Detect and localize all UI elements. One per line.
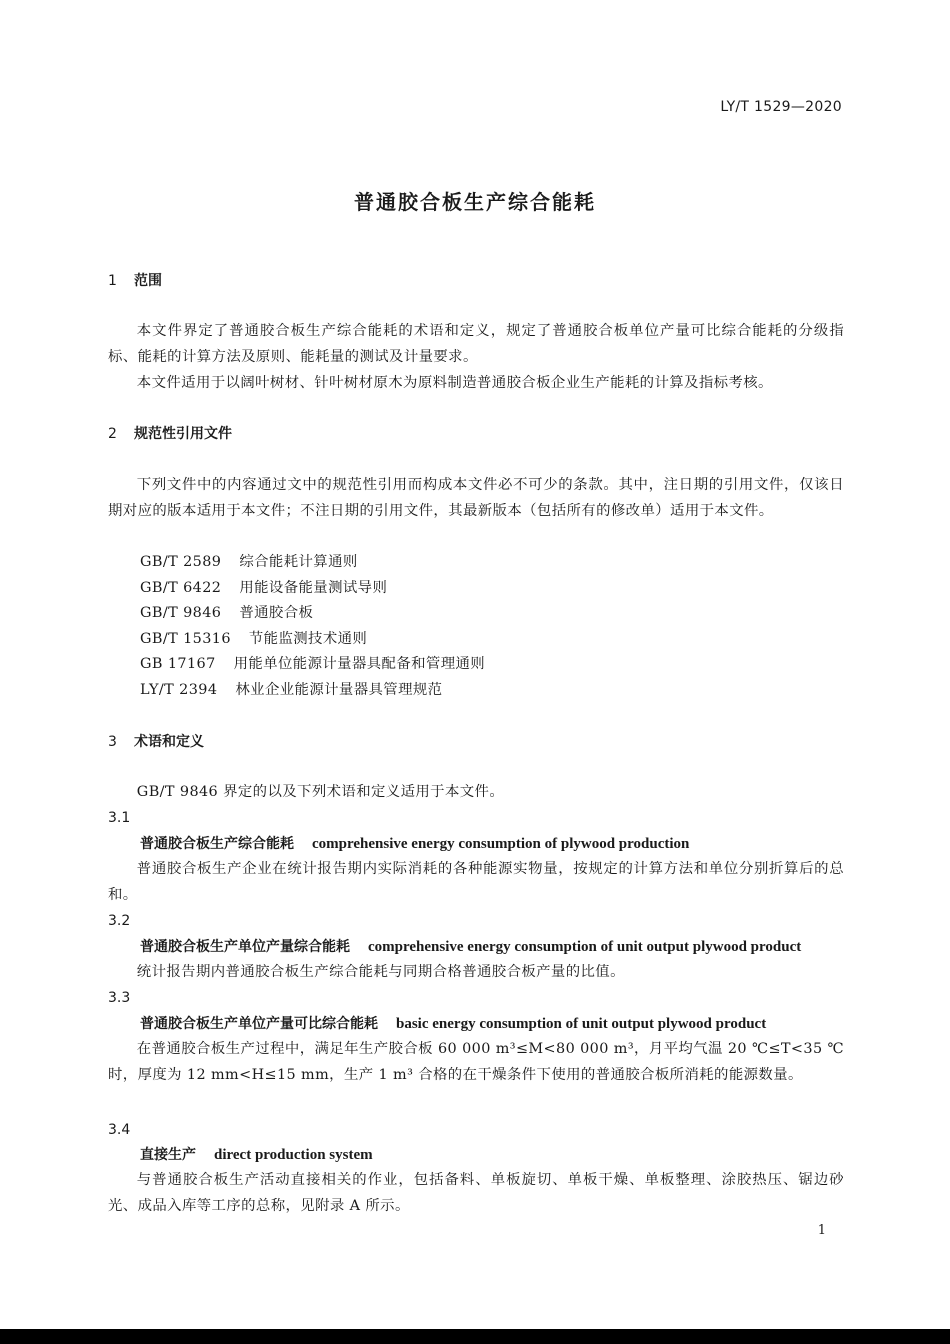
reference-item	[108, 651, 876, 677]
reference-item	[108, 677, 876, 703]
term-heading	[108, 935, 876, 959]
term-heading	[108, 1012, 876, 1036]
reference-name: 综合能耗计算通则	[239, 554, 358, 570]
reference-code: LY/T 2394	[140, 682, 218, 698]
term-definition: 与普通胶合板生产活动直接相关的作业，包括备料、单板旋切、单板干燥、单板整理、涂胶热压、锯边砂光、成品入库等工序的总称，见附录 A 所示。	[108, 1172, 844, 1214]
reference-code: GB/T 6422	[140, 580, 222, 596]
term-definition: 在普通胶合板生产过程中，满足年生产胶合板 60 000 m³≤M<80 000 m³，月平均气温 20 ℃≤T<35 ℃时，厚度为 12 mm<H≤15 mm，生产 1 m³ 合格的在干燥条件下使用的普通胶合板所消耗的能源数量。	[108, 1041, 844, 1083]
section-3-intro: GB/T 9846 界定的以及下列术语和定义适用于本文件。	[136, 784, 505, 800]
term-name-zh: 普通胶合板生产单位产量综合能耗	[140, 939, 350, 955]
reference-code: GB/T 15316	[140, 631, 231, 647]
bottom-border	[0, 1329, 950, 1344]
section-title: 规范性引用文件	[134, 426, 232, 442]
reference-item	[108, 626, 876, 652]
term-name-zh: 普通胶合板生产综合能耗	[140, 836, 294, 852]
term-name-en: basic energy consumption of unit output plywood product	[396, 1016, 767, 1032]
section-2-intro: 下列文件中的内容通过文中的规范性引用而构成本文件必不可少的条款。其中，注日期的引用文件，仅该日期对应的版本适用于本文件；不注日期的引用文件，其最新版本（包括所有的修改单）适用于本文件。	[108, 477, 844, 519]
reference-name: 林业企业能源计量器具管理规范	[235, 682, 443, 698]
reference-item	[108, 600, 876, 626]
reference-code: GB/T 9846	[140, 605, 222, 621]
reference-item	[108, 575, 876, 601]
term-name-zh: 直接生产	[140, 1147, 196, 1163]
section-3-heading	[108, 732, 844, 752]
term-name-en: comprehensive energy consumption of plywood production	[312, 836, 690, 852]
term-number: 3.3	[108, 990, 131, 1006]
document-title: 普通胶合板生产综合能耗	[354, 190, 596, 214]
term-number: 3.2	[108, 913, 131, 929]
section-1-paragraph-1: 本文件界定了普通胶合板生产综合能耗的术语和定义，规定了普通胶合板单位产量可比综合能耗的分级指标、能耗的计算方法及原则、能耗量的测试及计量要求。	[108, 323, 844, 365]
standard-code: LY/T 1529—2020	[720, 99, 842, 115]
term-heading	[108, 1143, 876, 1167]
section-number: 2	[108, 426, 117, 442]
section-title: 术语和定义	[134, 734, 204, 750]
term-name-en: comprehensive energy consumption of unit output plywood product	[368, 939, 802, 955]
term-definition: 统计报告期内普通胶合板生产综合能耗与同期合格普通胶合板产量的比值。	[136, 964, 625, 980]
section-1-paragraph-2: 本文件适用于以阔叶树材、针叶树材原木为原料制造普通胶合板企业生产能耗的计算及指标考核。	[136, 375, 773, 391]
term-name-en: direct production system	[214, 1147, 373, 1163]
section-title: 范围	[134, 273, 162, 289]
page-number: 1	[817, 1223, 826, 1238]
reference-code: GB 17167	[140, 656, 216, 672]
reference-code: GB/T 2589	[140, 554, 222, 570]
term-number: 3.4	[108, 1122, 131, 1138]
reference-name: 节能监测技术通则	[248, 631, 368, 647]
reference-name: 用能设备能量测试导则	[239, 580, 388, 596]
term-heading	[108, 832, 876, 856]
term-name-zh: 普通胶合板生产单位产量可比综合能耗	[140, 1016, 378, 1032]
reference-name: 用能单位能源计量器具配备和管理通则	[233, 656, 486, 672]
reference-name: 普通胶合板	[239, 605, 314, 621]
section-1-heading	[108, 271, 844, 291]
section-number: 3	[108, 734, 117, 750]
term-number: 3.1	[108, 810, 131, 826]
section-number: 1	[108, 273, 117, 289]
section-2-heading	[108, 424, 844, 444]
reference-item	[108, 549, 876, 575]
term-definition: 普通胶合板生产企业在统计报告期内实际消耗的各种能源实物量，按规定的计算方法和单位分别折算后的总和。	[108, 861, 844, 903]
